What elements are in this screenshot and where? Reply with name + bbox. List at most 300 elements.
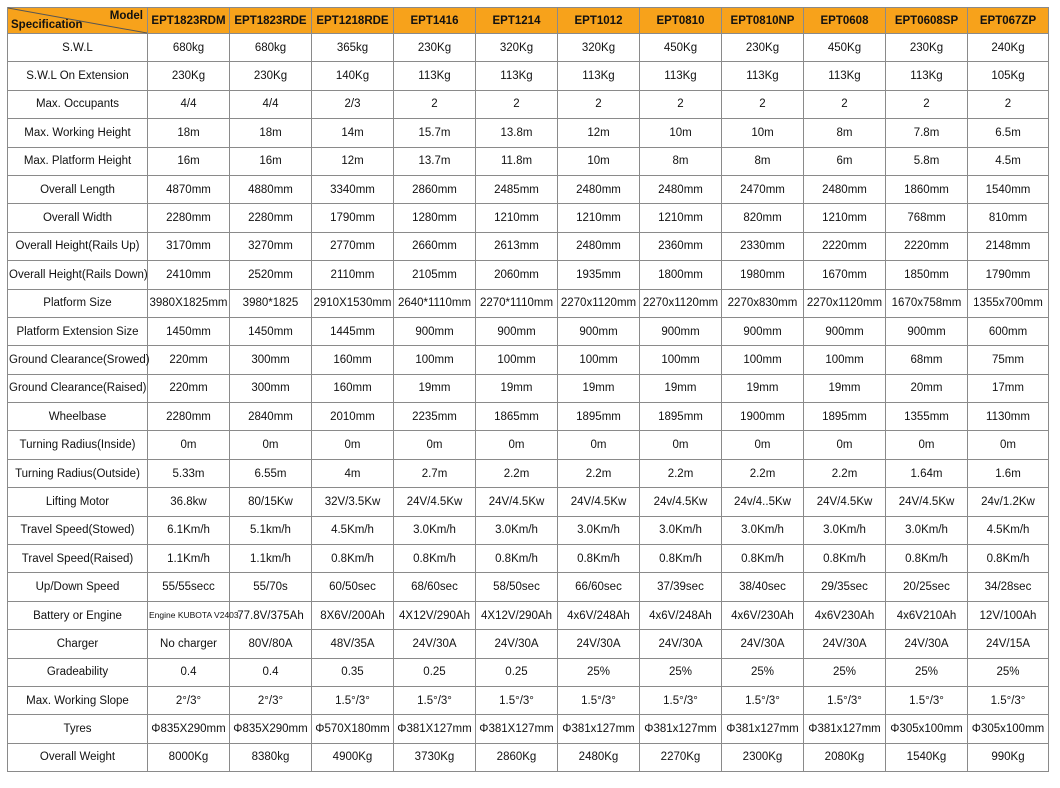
table-cell: 300mm: [230, 374, 312, 402]
table-cell: No charger: [148, 630, 230, 658]
table-cell: 0m: [394, 431, 476, 459]
table-cell: 100mm: [640, 346, 722, 374]
table-cell: 2.2m: [558, 459, 640, 487]
table-cell: 2110mm: [312, 261, 394, 289]
table-cell: 2360mm: [640, 232, 722, 260]
table-cell: 0.8Km/h: [312, 545, 394, 573]
table-cell: 2770mm: [312, 232, 394, 260]
table-cell: 1355x700mm: [968, 289, 1049, 317]
table-cell: 1865mm: [476, 403, 558, 431]
table-cell: 1.1km/h: [230, 545, 312, 573]
table-cell: 25%: [558, 658, 640, 686]
table-cell: 1.5°/3°: [968, 686, 1049, 714]
table-cell: 100mm: [722, 346, 804, 374]
table-row: [8, 658, 1049, 686]
table-cell: 1790mm: [968, 261, 1049, 289]
table-cell: 10m: [722, 119, 804, 147]
table-cell: 11.8m: [476, 147, 558, 175]
table-cell: 0m: [312, 431, 394, 459]
table-cell: 25%: [722, 658, 804, 686]
model-column-header: EPT1218RDE: [312, 8, 394, 34]
table-cell: 1860mm: [886, 175, 968, 203]
table-cell: 24V/4.5Kw: [558, 488, 640, 516]
table-cell: 900mm: [886, 317, 968, 345]
model-column-header: EPT0810: [640, 8, 722, 34]
table-row: [8, 545, 1049, 573]
table-cell: 20mm: [886, 374, 968, 402]
table-cell: 19mm: [804, 374, 886, 402]
table-cell: 77.8V/375Ah: [230, 601, 312, 629]
table-cell: 8380kg: [230, 743, 312, 771]
table-cell: 2: [804, 90, 886, 118]
table-cell: 105Kg: [968, 62, 1049, 90]
row-label: Max. Platform Height: [8, 147, 148, 175]
table-row: [8, 403, 1049, 431]
table-cell: 37/39sec: [640, 573, 722, 601]
table-cell: 1.5°/3°: [722, 686, 804, 714]
table-cell: 2080Kg: [804, 743, 886, 771]
table-cell: 2485mm: [476, 175, 558, 203]
table-cell: 58/50sec: [476, 573, 558, 601]
table-cell: 2480mm: [640, 175, 722, 203]
table-cell: 24V/30A: [640, 630, 722, 658]
table-cell: 320Kg: [476, 34, 558, 62]
table-cell: 4x6V/248Ah: [558, 601, 640, 629]
table-cell: 32V/3.5Kw: [312, 488, 394, 516]
table-cell: 12V/100Ah: [968, 601, 1049, 629]
table-cell: 4870mm: [148, 175, 230, 203]
table-cell: 220mm: [148, 374, 230, 402]
table-cell: 450Kg: [640, 34, 722, 62]
table-cell: 230Kg: [722, 34, 804, 62]
table-cell: 2660mm: [394, 232, 476, 260]
table-row: [8, 715, 1049, 743]
table-cell: 18m: [230, 119, 312, 147]
table-cell: 113Kg: [640, 62, 722, 90]
table-cell: 4x6V/230Ah: [722, 601, 804, 629]
row-label: Max. Working Height: [8, 119, 148, 147]
table-cell: 1280mm: [394, 204, 476, 232]
row-label: S.W.L: [8, 34, 148, 62]
table-cell: 2: [394, 90, 476, 118]
table-cell: 0m: [722, 431, 804, 459]
model-column-header: EPT1214: [476, 8, 558, 34]
table-cell: Φ381x127mm: [722, 715, 804, 743]
table-cell: 0.8Km/h: [722, 545, 804, 573]
table-cell: 2860mm: [394, 175, 476, 203]
table-cell: 5.33m: [148, 459, 230, 487]
table-cell: 1445mm: [312, 317, 394, 345]
table-cell: 12m: [558, 119, 640, 147]
row-label: Ground Clearance(Srowed): [8, 346, 148, 374]
table-cell: 4X12V/290Ah: [394, 601, 476, 629]
table-cell: 1.5°/3°: [886, 686, 968, 714]
table-cell: 2470mm: [722, 175, 804, 203]
row-label: Overall Height(Rails Up): [8, 232, 148, 260]
table-cell: Φ835X290mm: [230, 715, 312, 743]
table-row: [8, 289, 1049, 317]
model-column-header: EPT1823RDM: [148, 8, 230, 34]
corner-header-cell: [8, 8, 148, 34]
table-cell: 1980mm: [722, 261, 804, 289]
table-cell: 2: [640, 90, 722, 118]
table-cell: 0m: [968, 431, 1049, 459]
table-cell: 2270Kg: [640, 743, 722, 771]
table-cell: 24V/30A: [476, 630, 558, 658]
table-cell: 2/3: [312, 90, 394, 118]
table-cell: 100mm: [558, 346, 640, 374]
table-cell: 24V/30A: [722, 630, 804, 658]
table-cell: 3.0Km/h: [804, 516, 886, 544]
table-cell: 3980*1825: [230, 289, 312, 317]
table-cell: 680kg: [230, 34, 312, 62]
table-cell: 24V/30A: [804, 630, 886, 658]
table-cell: 25%: [640, 658, 722, 686]
table-cell: 1.5°/3°: [312, 686, 394, 714]
model-column-header: EPT1012: [558, 8, 640, 34]
table-cell: 1670x758mm: [886, 289, 968, 317]
table-cell: Φ305x100mm: [968, 715, 1049, 743]
table-cell: 16m: [148, 147, 230, 175]
table-cell: 2220mm: [804, 232, 886, 260]
table-cell: 4x6V230Ah: [804, 601, 886, 629]
table-cell: 6.55m: [230, 459, 312, 487]
row-label: Ground Clearance(Raised): [8, 374, 148, 402]
table-cell: 17mm: [968, 374, 1049, 402]
table-cell: 3.0Km/h: [886, 516, 968, 544]
table-cell: 160mm: [312, 346, 394, 374]
table-cell: 3270mm: [230, 232, 312, 260]
row-label: Overall Weight: [8, 743, 148, 771]
model-label: Model: [109, 10, 143, 22]
spec-table-container: [7, 7, 1049, 772]
row-label: Charger: [8, 630, 148, 658]
table-cell: 4.5Km/h: [312, 516, 394, 544]
table-cell: 0.8Km/h: [476, 545, 558, 573]
table-cell: 1450mm: [148, 317, 230, 345]
table-cell: 66/60sec: [558, 573, 640, 601]
table-cell: 68mm: [886, 346, 968, 374]
table-cell: 2480mm: [558, 175, 640, 203]
table-cell: 6m: [804, 147, 886, 175]
table-cell: 2480mm: [804, 175, 886, 203]
table-cell: 113Kg: [558, 62, 640, 90]
table-cell: 3730Kg: [394, 743, 476, 771]
table-cell: 5.1km/h: [230, 516, 312, 544]
table-cell: 2640*1110mm: [394, 289, 476, 317]
table-cell: 2860Kg: [476, 743, 558, 771]
table-cell: 2480mm: [558, 232, 640, 260]
table-cell: 48V/35A: [312, 630, 394, 658]
table-row: [8, 686, 1049, 714]
table-cell: 16m: [230, 147, 312, 175]
table-cell: Engine KUBOTA V2403: [148, 601, 230, 629]
table-cell: 113Kg: [886, 62, 968, 90]
table-cell: Φ381X127mm: [394, 715, 476, 743]
table-row: [8, 488, 1049, 516]
table-cell: 0m: [558, 431, 640, 459]
table-cell: 230Kg: [394, 34, 476, 62]
table-cell: 1130mm: [968, 403, 1049, 431]
table-cell: 1.1Km/h: [148, 545, 230, 573]
model-column-header: EPT0608: [804, 8, 886, 34]
table-cell: 0m: [886, 431, 968, 459]
table-cell: 24V/15A: [968, 630, 1049, 658]
table-cell: 1450mm: [230, 317, 312, 345]
table-cell: 113Kg: [722, 62, 804, 90]
table-cell: 3.0Km/h: [558, 516, 640, 544]
table-cell: 4/4: [148, 90, 230, 118]
table-cell: 900mm: [804, 317, 886, 345]
table-cell: 2°/3°: [230, 686, 312, 714]
table-row: [8, 261, 1049, 289]
table-cell: 113Kg: [804, 62, 886, 90]
table-cell: 2840mm: [230, 403, 312, 431]
table-cell: 20/25sec: [886, 573, 968, 601]
row-label: Turning Radius(Inside): [8, 431, 148, 459]
table-cell: 2.2m: [476, 459, 558, 487]
row-label: Wheelbase: [8, 403, 148, 431]
table-row: [8, 175, 1049, 203]
table-cell: 10m: [558, 147, 640, 175]
table-cell: 36.8kw: [148, 488, 230, 516]
table-row: [8, 374, 1049, 402]
table-cell: 0m: [640, 431, 722, 459]
table-cell: 2: [558, 90, 640, 118]
table-cell: 4/4: [230, 90, 312, 118]
table-cell: 1.5°/3°: [804, 686, 886, 714]
table-cell: 820mm: [722, 204, 804, 232]
table-cell: 29/35sec: [804, 573, 886, 601]
table-cell: 0.25: [476, 658, 558, 686]
table-cell: 24V/30A: [394, 630, 476, 658]
table-cell: 1895mm: [640, 403, 722, 431]
table-cell: Φ381x127mm: [558, 715, 640, 743]
table-row: [8, 34, 1049, 62]
row-label: Overall Height(Rails Down): [8, 261, 148, 289]
table-cell: 2.7m: [394, 459, 476, 487]
table-row: [8, 204, 1049, 232]
table-cell: 0m: [148, 431, 230, 459]
table-cell: 230Kg: [230, 62, 312, 90]
row-label: Overall Width: [8, 204, 148, 232]
specification-label: Specification: [11, 19, 83, 31]
table-cell: 60/50sec: [312, 573, 394, 601]
table-cell: 900mm: [558, 317, 640, 345]
table-cell: 3.0Km/h: [640, 516, 722, 544]
table-cell: 2330mm: [722, 232, 804, 260]
table-cell: 0.4: [148, 658, 230, 686]
table-cell: 2910X1530mm: [312, 289, 394, 317]
table-cell: 4880mm: [230, 175, 312, 203]
table-cell: 38/40sec: [722, 573, 804, 601]
table-row: [8, 232, 1049, 260]
table-row: [8, 62, 1049, 90]
table-cell: 1.6m: [968, 459, 1049, 487]
table-cell: Φ381x127mm: [804, 715, 886, 743]
table-cell: 1540mm: [968, 175, 1049, 203]
row-label: Overall Length: [8, 175, 148, 203]
table-cell: 6.5m: [968, 119, 1049, 147]
table-cell: 2270x1120mm: [558, 289, 640, 317]
table-cell: 4m: [312, 459, 394, 487]
table-cell: 24V/30A: [886, 630, 968, 658]
table-cell: 900mm: [476, 317, 558, 345]
table-row: [8, 601, 1049, 629]
table-cell: 13.7m: [394, 147, 476, 175]
table-cell: 240Kg: [968, 34, 1049, 62]
table-cell: 2220mm: [886, 232, 968, 260]
table-cell: 3.0Km/h: [394, 516, 476, 544]
table-row: [8, 573, 1049, 601]
row-label: Platform Size: [8, 289, 148, 317]
table-row: [8, 147, 1049, 175]
table-cell: 2.2m: [640, 459, 722, 487]
row-label: Max. Occupants: [8, 90, 148, 118]
table-cell: 0.8Km/h: [968, 545, 1049, 573]
table-cell: 2: [722, 90, 804, 118]
table-cell: 0.8Km/h: [640, 545, 722, 573]
table-cell: 1670mm: [804, 261, 886, 289]
row-label: Platform Extension Size: [8, 317, 148, 345]
table-cell: 2: [886, 90, 968, 118]
table-cell: 8m: [722, 147, 804, 175]
table-cell: 68/60sec: [394, 573, 476, 601]
table-cell: 19mm: [722, 374, 804, 402]
model-column-header: EPT0810NP: [722, 8, 804, 34]
table-cell: 34/28sec: [968, 573, 1049, 601]
table-cell: 1210mm: [558, 204, 640, 232]
table-cell: 768mm: [886, 204, 968, 232]
table-cell: 1210mm: [804, 204, 886, 232]
table-row: [8, 346, 1049, 374]
table-cell: 4x6V/248Ah: [640, 601, 722, 629]
table-cell: 0.8Km/h: [394, 545, 476, 573]
table-cell: 1210mm: [640, 204, 722, 232]
table-cell: 113Kg: [394, 62, 476, 90]
table-cell: 230Kg: [148, 62, 230, 90]
table-cell: 24V/4.5Kw: [394, 488, 476, 516]
row-label: Up/Down Speed: [8, 573, 148, 601]
table-cell: 8m: [640, 147, 722, 175]
model-column-header: EPT1823RDE: [230, 8, 312, 34]
table-cell: 2.2m: [804, 459, 886, 487]
table-cell: 1355mm: [886, 403, 968, 431]
table-cell: 2235mm: [394, 403, 476, 431]
table-cell: Φ835X290mm: [148, 715, 230, 743]
table-cell: 2520mm: [230, 261, 312, 289]
table-cell: 1895mm: [558, 403, 640, 431]
table-cell: 3980X1825mm: [148, 289, 230, 317]
table-cell: 1210mm: [476, 204, 558, 232]
table-cell: 1.5°/3°: [476, 686, 558, 714]
table-cell: 8m: [804, 119, 886, 147]
table-cell: 0.35: [312, 658, 394, 686]
table-cell: 0.8Km/h: [558, 545, 640, 573]
table-row: [8, 630, 1049, 658]
table-cell: Φ305x100mm: [886, 715, 968, 743]
table-cell: 19mm: [476, 374, 558, 402]
table-cell: 19mm: [640, 374, 722, 402]
table-cell: 450Kg: [804, 34, 886, 62]
row-label: Turning Radius(Outside): [8, 459, 148, 487]
table-cell: 55/55secc: [148, 573, 230, 601]
row-label: Max. Working Slope: [8, 686, 148, 714]
table-cell: 24V/4.5Kw: [804, 488, 886, 516]
header-row: [8, 8, 1049, 34]
table-cell: 320Kg: [558, 34, 640, 62]
table-cell: 365kg: [312, 34, 394, 62]
table-cell: 230Kg: [886, 34, 968, 62]
table-cell: 7.8m: [886, 119, 968, 147]
table-cell: 2270x1120mm: [640, 289, 722, 317]
table-cell: 13.8m: [476, 119, 558, 147]
table-cell: 1.5°/3°: [558, 686, 640, 714]
table-cell: 25%: [804, 658, 886, 686]
table-cell: 0m: [804, 431, 886, 459]
table-cell: 12m: [312, 147, 394, 175]
table-cell: 3.0Km/h: [476, 516, 558, 544]
table-cell: 160mm: [312, 374, 394, 402]
table-cell: 1.5°/3°: [640, 686, 722, 714]
table-cell: 18m: [148, 119, 230, 147]
table-cell: 600mm: [968, 317, 1049, 345]
table-cell: 24v/4..5Kw: [722, 488, 804, 516]
table-cell: 19mm: [558, 374, 640, 402]
table-cell: 1.64m: [886, 459, 968, 487]
table-cell: 0.8Km/h: [804, 545, 886, 573]
table-cell: 1.5°/3°: [394, 686, 476, 714]
table-cell: 55/70s: [230, 573, 312, 601]
table-cell: 113Kg: [476, 62, 558, 90]
table-cell: 4X12V/290Ah: [476, 601, 558, 629]
table-cell: 3340mm: [312, 175, 394, 203]
table-cell: 3170mm: [148, 232, 230, 260]
table-cell: 900mm: [640, 317, 722, 345]
table-cell: 80/15Kw: [230, 488, 312, 516]
model-column-header: EPT0608SP: [886, 8, 968, 34]
table-cell: 680kg: [148, 34, 230, 62]
table-cell: 2480Kg: [558, 743, 640, 771]
table-cell: 3.0Km/h: [722, 516, 804, 544]
table-cell: Φ381X127mm: [476, 715, 558, 743]
row-label: Lifting Motor: [8, 488, 148, 516]
table-cell: 2: [476, 90, 558, 118]
table-cell: 6.1Km/h: [148, 516, 230, 544]
table-cell: 24V/4.5Kw: [476, 488, 558, 516]
table-cell: 5.8m: [886, 147, 968, 175]
table-cell: 4900Kg: [312, 743, 394, 771]
row-label: Travel Speed(Stowed): [8, 516, 148, 544]
table-row: [8, 516, 1049, 544]
table-row: [8, 90, 1049, 118]
model-column-header: EPT067ZP: [968, 8, 1049, 34]
table-cell: 25%: [886, 658, 968, 686]
table-cell: 80V/80A: [230, 630, 312, 658]
table-cell: 4.5Km/h: [968, 516, 1049, 544]
table-cell: 24v/1.2Kw: [968, 488, 1049, 516]
table-cell: 2300Kg: [722, 743, 804, 771]
table-cell: 2613mm: [476, 232, 558, 260]
table-cell: 2280mm: [148, 204, 230, 232]
table-cell: 1540Kg: [886, 743, 968, 771]
row-label: Travel Speed(Raised): [8, 545, 148, 573]
specification-table: [7, 7, 1049, 772]
row-label: Battery or Engine: [8, 601, 148, 629]
table-cell: Φ570X180mm: [312, 715, 394, 743]
table-cell: 8X6V/200Ah: [312, 601, 394, 629]
table-cell: 0.8Km/h: [886, 545, 968, 573]
